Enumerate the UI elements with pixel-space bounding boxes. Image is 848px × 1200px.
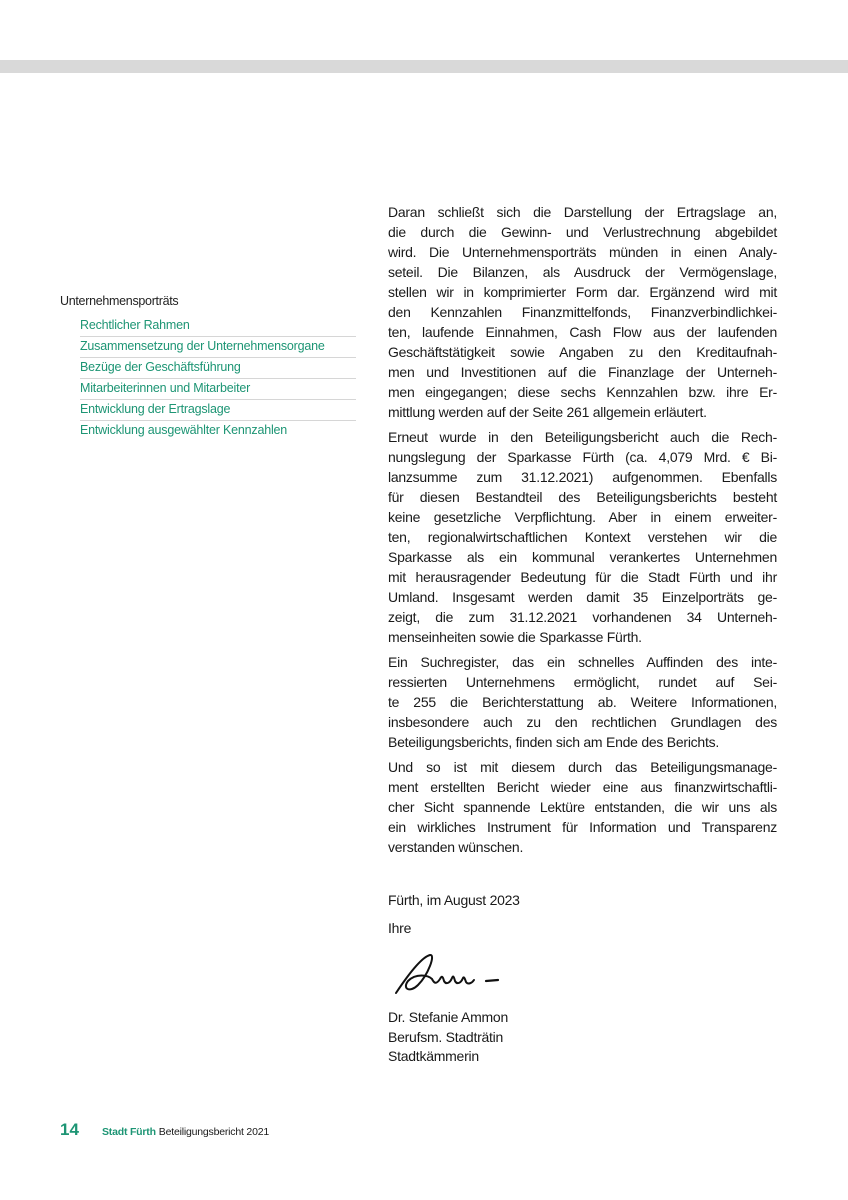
footer-publication: Beteiligungsbericht 2021 [158,1126,269,1138]
text-line: keine gesetzliche Verpflichtung. Aber in einem erweiter- [388,509,777,525]
section-navigation [60,294,356,441]
text-line: ten, laufende Einnahmen, Cash Flow aus der laufenden [388,324,777,340]
text-line: men und Investitionen auf die Finanzlage der Unterneh- [388,364,777,380]
paragraph [388,757,777,857]
text-line: verstanden wünschen. [388,839,524,855]
salutation: Ihre [388,920,412,936]
section-item: Rechtlicher Rahmen [80,316,356,337]
signatory-name: Dr. Stefanie Ammon [388,1009,509,1025]
text-line: Beteiligungsberichts, finden sich am Ende des Berichts. [388,734,719,750]
body-text [388,202,777,862]
text-line: ein wirkliches Instrument für Information und Transparenz [388,819,777,835]
page-footer [60,1120,269,1140]
text-line: den Kennzahlen Finanzmittelfonds, Finanzverbindlichkei- [388,304,777,320]
text-line: menseinheiten sowie die Sparkasse Fürth. [388,629,642,645]
text-line: men eingegangen; diese sechs Kennzahlen bzw. ihre Er- [388,384,777,400]
section-item: Entwicklung ausgewählter Kennzahlen [80,423,288,437]
text-line: stellen wir in komprimierter Form dar. Ergänzend wird mit [388,284,777,300]
text-line: lanzsumme zum 31.12.2021) aufgenommen. Ebenfalls [388,469,777,485]
place-date: Fürth, im August 2023 [388,892,520,908]
text-line: nungslegung der Sparkasse Fürth (ca. 4,079 Mrd. € Bi- [388,449,777,465]
paragraph [388,652,777,752]
text-line: mit herausragender Bedeutung für die Stadt Fürth und ihr [388,569,777,585]
text-line: ment erstellten Bericht wieder eine aus finanzwirtschaftli- [388,779,777,795]
text-line: Geschäftstätigkeit sowie Angaben zu den Kreditaufnah- [388,344,777,360]
text-line: mittlung werden auf der Seite 261 allgemein erläutert. [388,404,707,420]
signatory-role: Berufsm. Stadträtin [388,1029,504,1045]
text-line: zeigt, die zum 31.12.2021 vorhandenen 34 Unterneh- [388,609,777,625]
signatory-title: Stadtkämmerin [388,1048,479,1064]
section-item: Zusammensetzung der Unternehmensorgane [80,337,356,358]
text-line: ten, regionalwirtschaftlichen Kontext verstehen wir die [388,529,777,545]
top-bar [0,60,848,73]
signature [388,945,528,1000]
text-line: Sparkasse als ein kommunal verankertes Unternehmen [388,549,777,565]
text-line: Ein Suchregister, das ein schnelles Auffinden des inte- [388,654,777,670]
page-number: 14 [60,1120,79,1139]
text-line: Erneut wurde in den Beteiligungsbericht auch die Rech- [388,429,777,445]
footer-brand: Stadt Fürth [102,1126,156,1138]
text-line: cher Sicht spannende Lektüre entstanden, die wir uns als [388,799,777,815]
text-line: die durch die Gewinn- und Verlustrechnung abgebildet [388,224,777,240]
text-line: seteil. Die Bilanzen, als Ausdruck der Vermögenslage, [388,264,777,280]
paragraph [388,202,777,422]
text-line: ressierten Unternehmens ermöglicht, rundet auf Sei- [388,674,777,690]
text-line: Daran schließt sich die Darstellung der Ertragslage an, [388,204,777,220]
section-item: Mitarbeiterinnen und Mitarbeiter [80,379,356,400]
text-line: wird. Die Unternehmensporträts münden in einen Analy- [388,244,777,260]
section-list [80,316,356,441]
text-line: te 255 die Berichterstattung ab. Weitere Informationen, [388,694,777,710]
section-title: Unternehmensporträts [60,294,179,308]
text-line: Umland. Insgesamt werden damit 35 Einzelporträts ge- [388,589,777,605]
section-item: Bezüge der Geschäftsführung [80,358,356,379]
text-line: Und so ist mit diesem durch das Beteiligungsmanage- [388,759,777,775]
text-line: insbesondere auch zu den rechtlichen Grundlagen des [388,714,777,730]
text-line: für diesen Bestandteil des Beteiligungsberichts besteht [388,489,777,505]
paragraph [388,427,777,647]
section-item: Entwicklung der Ertragslage [80,400,356,421]
